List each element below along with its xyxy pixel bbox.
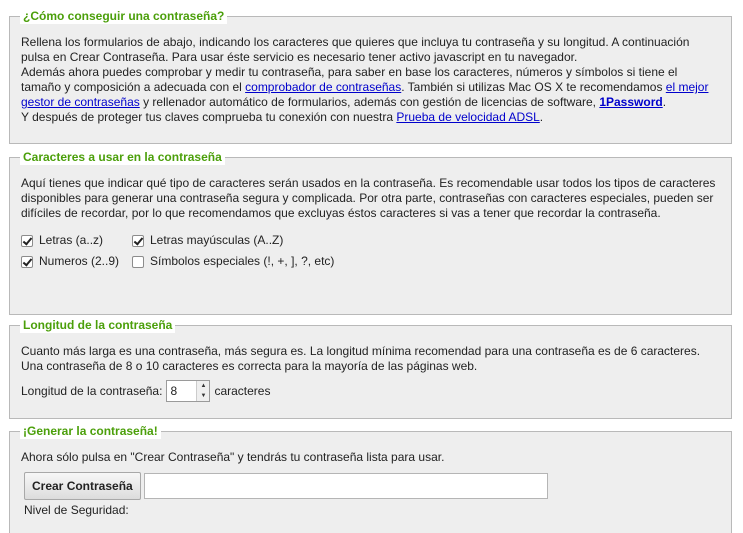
section-generate-content xyxy=(10,432,731,518)
generate-row xyxy=(24,472,720,500)
symbols-checkbox[interactable] xyxy=(132,256,144,268)
extra-text-d: . xyxy=(662,95,667,109)
section-length-title: Longitud de la contraseña xyxy=(20,318,175,333)
adsl-speed-test-link[interactable]: Prueba de velocidad ADSL xyxy=(396,110,540,124)
uppercase-checkbox[interactable] xyxy=(132,235,144,247)
section-how-to-content xyxy=(10,17,731,125)
onepassword-link[interactable]: 1Password xyxy=(599,95,663,109)
stepper-down-icon[interactable]: ▼ xyxy=(197,391,209,401)
length-stepper[interactable] xyxy=(166,380,210,402)
extra-paragraph xyxy=(21,65,720,110)
lowercase-checkbox[interactable] xyxy=(21,235,33,247)
length-unit: caracteres xyxy=(214,383,271,398)
numbers-checkbox[interactable] xyxy=(21,256,33,268)
section-how-to xyxy=(9,9,732,144)
extra-text-a: Además ahora puedes comprobar y medir tu contraseña, para saber en base los caracteres, números y símbolos si tiene el tamaño y composición a adecuada con el xyxy=(21,65,678,94)
length-label: Longitud de la contraseña: xyxy=(21,383,163,398)
section-how-to-title: ¿Cómo conseguir una contraseña? xyxy=(20,9,227,24)
password-manager-link[interactable]: el mejor gestor de contraseñas xyxy=(21,80,709,109)
length-description: Cuanto más larga es una contraseña, más segura es. La longitud mínima recomendad para una contraseña es de 6 caracteres. Una contraseña de 8 o 10 caracteres es correcta para la mayoría de las páginas web. xyxy=(21,344,701,373)
speed-paragraph xyxy=(21,110,720,125)
section-characters-content xyxy=(10,158,731,272)
option-uppercase[interactable] xyxy=(132,233,283,248)
option-numbers[interactable] xyxy=(21,254,132,269)
generated-password-field[interactable] xyxy=(144,473,548,499)
length-input[interactable]: 8 xyxy=(170,384,178,398)
length-row xyxy=(21,380,720,402)
password-checker-link[interactable]: comprobador de contraseñas xyxy=(245,80,402,94)
numbers-label: Numeros (2..9) xyxy=(39,254,120,268)
section-characters xyxy=(9,150,732,315)
intro-paragraph: Rellena los formularios de abajo, indicando los caracteres que quieres que incluya tu contraseña y su longitud. A continuación pulsa en Crear Contraseña. Para usar éste servicio es necesario tener activo javascript en tu navegador. xyxy=(21,35,690,64)
speed-text-a: Y después de proteger tus claves comprueba tu conexión con nuestra xyxy=(21,110,397,124)
extra-text-b: . También si utilizas Mac OS X te recomendamos xyxy=(401,80,666,94)
length-stepper-arrows[interactable] xyxy=(196,381,209,401)
security-level: Nivel de Seguridad: xyxy=(24,503,129,517)
section-generate xyxy=(9,424,732,533)
lowercase-label: Letras (a..z) xyxy=(39,233,104,247)
symbols-label: Símbolos especiales (!, +, ], ?, etc) xyxy=(150,254,335,268)
option-symbols[interactable] xyxy=(132,254,334,269)
create-password-button[interactable]: Crear Contraseña xyxy=(24,472,141,500)
section-length xyxy=(9,318,732,419)
stepper-up-icon[interactable]: ▲ xyxy=(197,381,209,391)
option-lowercase[interactable] xyxy=(21,233,132,248)
speed-text-b: . xyxy=(539,110,544,124)
generate-description: Ahora sólo pulsa en "Crear Contraseña" y tendrás tu contraseña lista para usar. xyxy=(21,450,445,464)
characters-description: Aquí tienes que indicar qué tipo de caracteres serán usados en la contraseña. Es recomendable usar todos los tipos de caracteres disponibles para generar una contraseña segura y complicada. Por otra parte, contraseñas con caracteres especiales, pueden ser difíciles de recordar, por lo que recomendamos que excluyas éstos caracteres si vas a tener que recordar la contraseña. xyxy=(21,176,716,220)
checkbox-row-2 xyxy=(21,251,720,272)
section-length-content xyxy=(10,326,731,402)
section-characters-title: Caracteres a usar en la contraseña xyxy=(20,150,225,165)
checkbox-row-1 xyxy=(21,230,720,251)
section-generate-title: ¡Generar la contraseña! xyxy=(20,424,161,439)
uppercase-label: Letras mayúsculas (A..Z) xyxy=(150,233,284,247)
extra-text-c: y rellenador automático de formularios, además con gestión de licencias de software, xyxy=(139,95,600,109)
